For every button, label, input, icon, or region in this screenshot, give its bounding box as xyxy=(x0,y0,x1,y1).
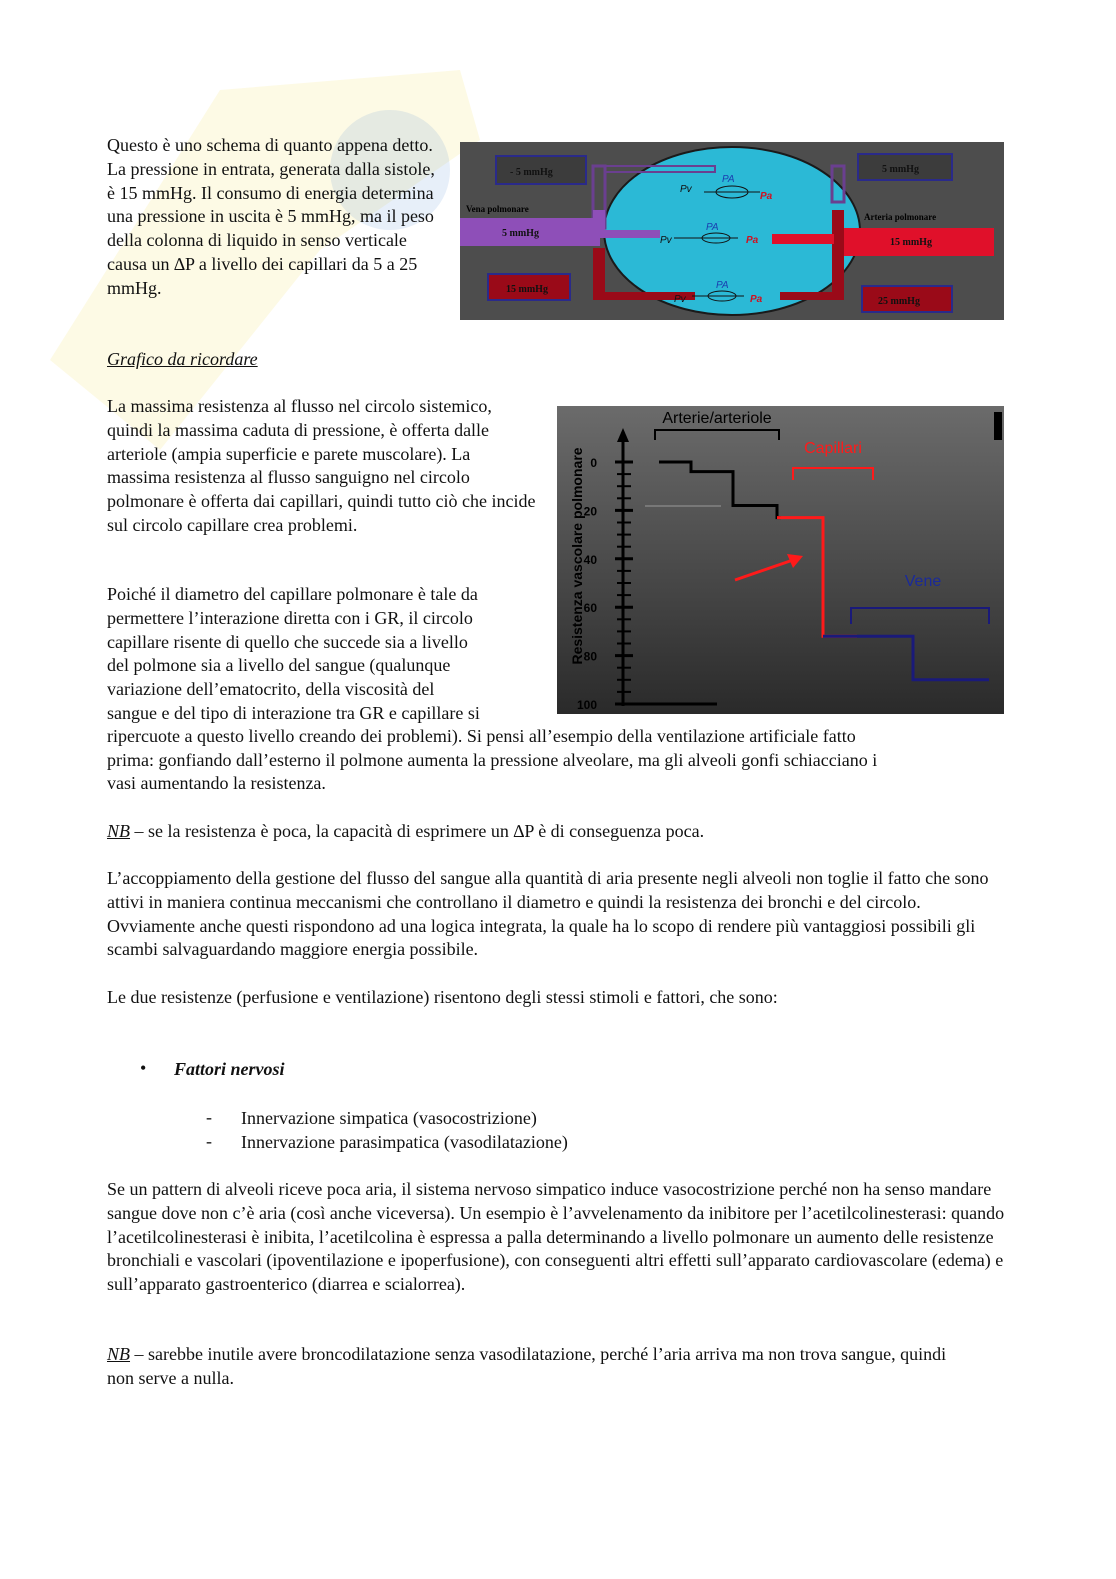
svg-text:PA: PA xyxy=(716,280,729,291)
region-label-capillari: Capillari xyxy=(804,440,862,457)
paragraph-resistances: Le due resistenze (perfusione e ventilazione) risentono degli stessi stimoli e fattori, che sono: xyxy=(107,987,778,1007)
vein-inner xyxy=(605,230,660,238)
text-line: del polmone sia a livello del sangue (qualunque xyxy=(107,655,451,675)
chart-y-label: Resistenza vascolare polmonare xyxy=(569,447,585,665)
y-tick-label: 40 xyxy=(583,552,597,567)
bullet-dot: • xyxy=(140,1058,147,1078)
box-top-left-value: - 5 mmHg xyxy=(510,167,553,178)
svg-text:Pv: Pv xyxy=(674,294,686,305)
text-line: permettere l’interazione diretta con i GR, il circolo xyxy=(107,608,473,628)
paragraph-coupling: L’accoppiamento della gestione del flusso del sangue alla quantità di aria presente negli alveoli non toglie il fatto che sono attivi in maniera continua meccanismi che controllano il diametro e quindi la resistenza dei bronchi e del circolo. Ovviamente anche questi rispondono ad una logica integrata, la quale ha lo scopo di rendere più vantaggiosi possibili gli scambi salvaguardando maggiore energia possibile. xyxy=(107,868,989,960)
vein-lower-column xyxy=(593,248,605,300)
text-line: Poiché il diametro del capillare polmonare è tale da xyxy=(107,584,478,604)
y-tick-label: 60 xyxy=(583,601,597,616)
text-line: vasi aumentando la resistenza. xyxy=(107,773,326,793)
paragraph-resistance: La massima resistenza al flusso nel circolo sistemico, quindi la massima caduta di pressione, è offerta dalle arteriole (ampia superficie e parete muscolare). La massima resistenza al flusso sanguigno nel circolo polmonare è offerta dai capillari, quindi tutto ciò che incide sul circolo capillare crea problemi. xyxy=(107,396,536,535)
paragraph-sympathetic: Se un pattern di alveoli riceve poca aria, il sistema nervoso simpatico induce vasocostrizione perché non ha senso mandare sangue dove non c’è aria (così anche viceversa). Un esempio è l’avvelenamento da inibitore per l’acetilcolinesterasi: quando l’acetilcolinesterasi è inibita, l’acetilcolina è espressa a palla determinando a livello polmonare un aumento delle resistenze bronchiali e vascolari (ipoventilazione e ipoperfusione), con conseguenti altri effetti sull’apparato cardiovascolare (edema) e sull’apparato gastroenterico (diarrea e scialorrea). xyxy=(107,1179,1005,1295)
box-top-right-value: 5 mmHg xyxy=(882,164,919,175)
svg-text:Pa: Pa xyxy=(750,294,763,305)
box-bottom-right-value: 25 mmHg xyxy=(878,296,920,307)
y-tick-label: 0 xyxy=(590,456,597,470)
text-line: variazione dell’ematocrito, della viscosità del xyxy=(107,679,435,699)
note-2 xyxy=(107,1343,967,1391)
section-heading: Grafico da ricordare xyxy=(107,349,258,369)
y-tick-label: 20 xyxy=(583,504,597,519)
paragraph-schema: Questo è uno schema di quanto appena detto. La pressione in entrata, generata dalla sistole, è 15 mmHg. Il consumo di energia determina una pressione in uscita è 5 mmHg, ma il peso della colonna di liquido in senso verticale causa un ∆P a livello dei capillari da 5 a 25 mmHg. xyxy=(107,135,435,298)
note-2-label: NB xyxy=(107,1344,131,1364)
dash-marker: - xyxy=(206,1131,212,1151)
region-label-arterie: Arterie/arteriole xyxy=(662,410,772,427)
region-label-vene: Vene xyxy=(904,573,942,590)
note-1-label: NB xyxy=(107,821,131,841)
box-bottom-left-value: 15 mmHg xyxy=(506,284,548,295)
sub-item: Innervazione simpatica (vasocostrizione) xyxy=(241,1108,537,1128)
resistance-chart xyxy=(557,406,1004,714)
pulmonary-pressure-diagram xyxy=(460,142,1004,320)
bullet-title: Fattori nervosi xyxy=(174,1059,285,1079)
svg-text:Pa: Pa xyxy=(760,191,773,202)
y-tick-label: 80 xyxy=(583,649,597,664)
chart-corner-mark xyxy=(994,412,1002,440)
vein-label: Vena polmonare xyxy=(466,204,529,214)
sub-item: Innervazione parasimpatica (vasodilatazione) xyxy=(241,1132,568,1152)
svg-text:PA: PA xyxy=(706,222,719,233)
text-line: sangue e del tipo di interazione tra GR e capillare si xyxy=(107,703,480,723)
svg-text:Pv: Pv xyxy=(680,184,692,195)
artery-column xyxy=(832,210,844,300)
artery-label: Arteria polmonare xyxy=(864,212,937,222)
vein-value: 5 mmHg xyxy=(502,228,539,239)
text-line: ripercuote a questo livello creando dei problemi). Si pensi all’esempio della ventilazione artificiale fatto xyxy=(107,726,856,746)
artery-value: 15 mmHg xyxy=(890,237,932,248)
note-1 xyxy=(107,820,1007,844)
svg-text:PA: PA xyxy=(722,174,735,185)
svg-text:Pa: Pa xyxy=(746,235,759,246)
note-1-text: – se la resistenza è poca, la capacità di esprimere un ∆P è di conseguenza poca. xyxy=(130,821,705,841)
artery-bottom-line xyxy=(780,292,840,300)
text-line: capillare risente di quello che succede sia a livello xyxy=(107,632,468,652)
text-line: prima: gonfiando dall’esterno il polmone aumenta la pressione alveolare, ma gli alveoli gonfi schiacciano i xyxy=(107,750,878,770)
dash-marker: - xyxy=(206,1107,212,1127)
artery-inner xyxy=(772,234,834,244)
note-2-text: – sarebbe inutile avere broncodilatazione senza vasodilatazione, perché l’aria arriva ma non trova sangue, quindi non serve a nulla. xyxy=(107,1344,947,1388)
svg-text:Pv: Pv xyxy=(660,235,672,246)
y-tick-label: 100 xyxy=(576,698,597,712)
